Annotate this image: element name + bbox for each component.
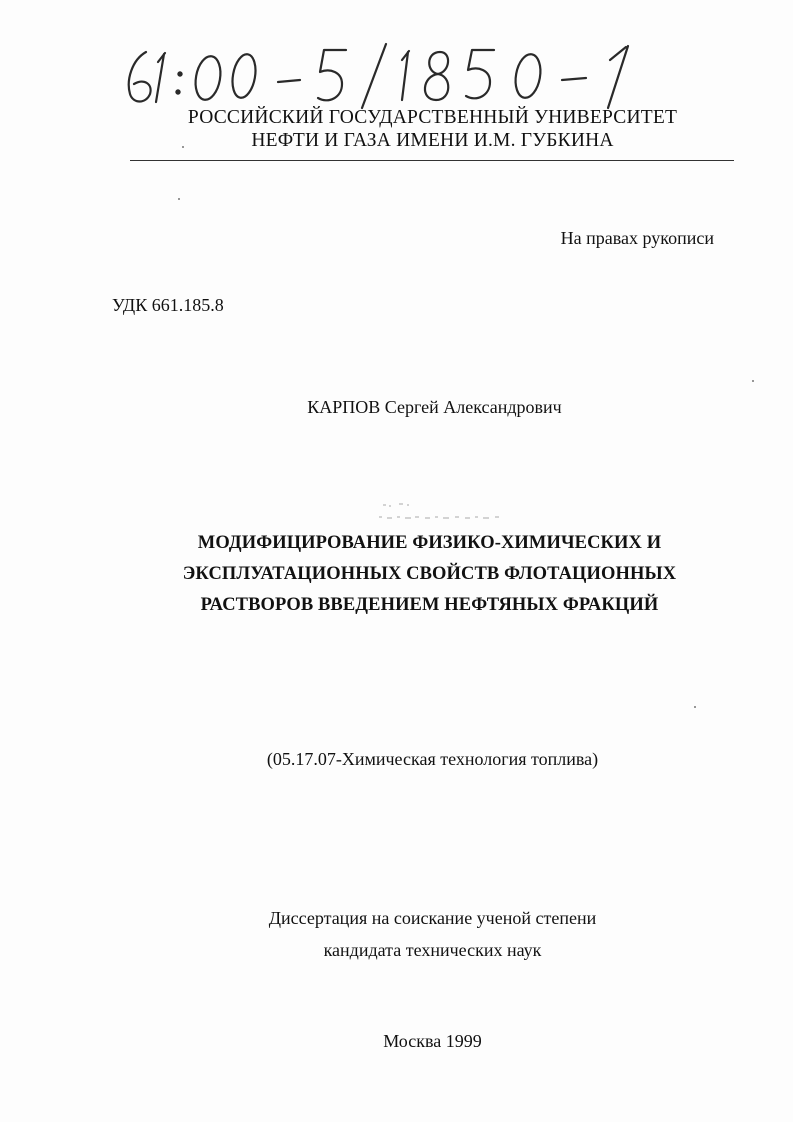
- manuscript-rights-note: На правах рукописи: [560, 228, 714, 248]
- university-name-line-1: РОССИЙСКИЙ ГОСУДАРСТВЕННЫЙ УНИВЕРСИТЕТ: [187, 107, 678, 128]
- author-name: КАРПОВ Сергей Александрович: [307, 397, 562, 417]
- university-name-line-2: НЕФТИ И ГАЗА ИМЕНИ И.М. ГУБКИНА: [251, 130, 614, 151]
- handwritten-archive-code: [118, 38, 658, 110]
- degree-line-1: Диссертация на соискание ученой степени: [268, 908, 597, 928]
- specialty-code: (05.17.07-Химическая технология топлива): [266, 749, 599, 769]
- scan-speck: [752, 380, 754, 382]
- faint-stamp-mark: [375, 500, 515, 528]
- dissertation-title-line-2: ЭКСПЛУАТАЦИОННЫХ СВОЙСТВ ФЛОТАЦИОННЫХ: [182, 564, 677, 584]
- scan-speck: [694, 706, 696, 708]
- degree-line-2: кандидата технических наук: [323, 940, 542, 960]
- dissertation-title-line-1: МОДИФИЦИРОВАНИЕ ФИЗИКО-ХИМИЧЕСКИХ И: [197, 533, 662, 553]
- udc-code: УДК 661.185.8: [112, 295, 224, 315]
- dissertation-title-line-3: РАСТВОРОВ ВВЕДЕНИЕМ НЕФТЯНЫХ ФРАКЦИЙ: [200, 595, 659, 615]
- header-divider: [130, 160, 734, 161]
- scan-speck: [182, 146, 184, 148]
- place-and-year: Москва 1999: [383, 1031, 482, 1051]
- scan-speck: [178, 198, 180, 200]
